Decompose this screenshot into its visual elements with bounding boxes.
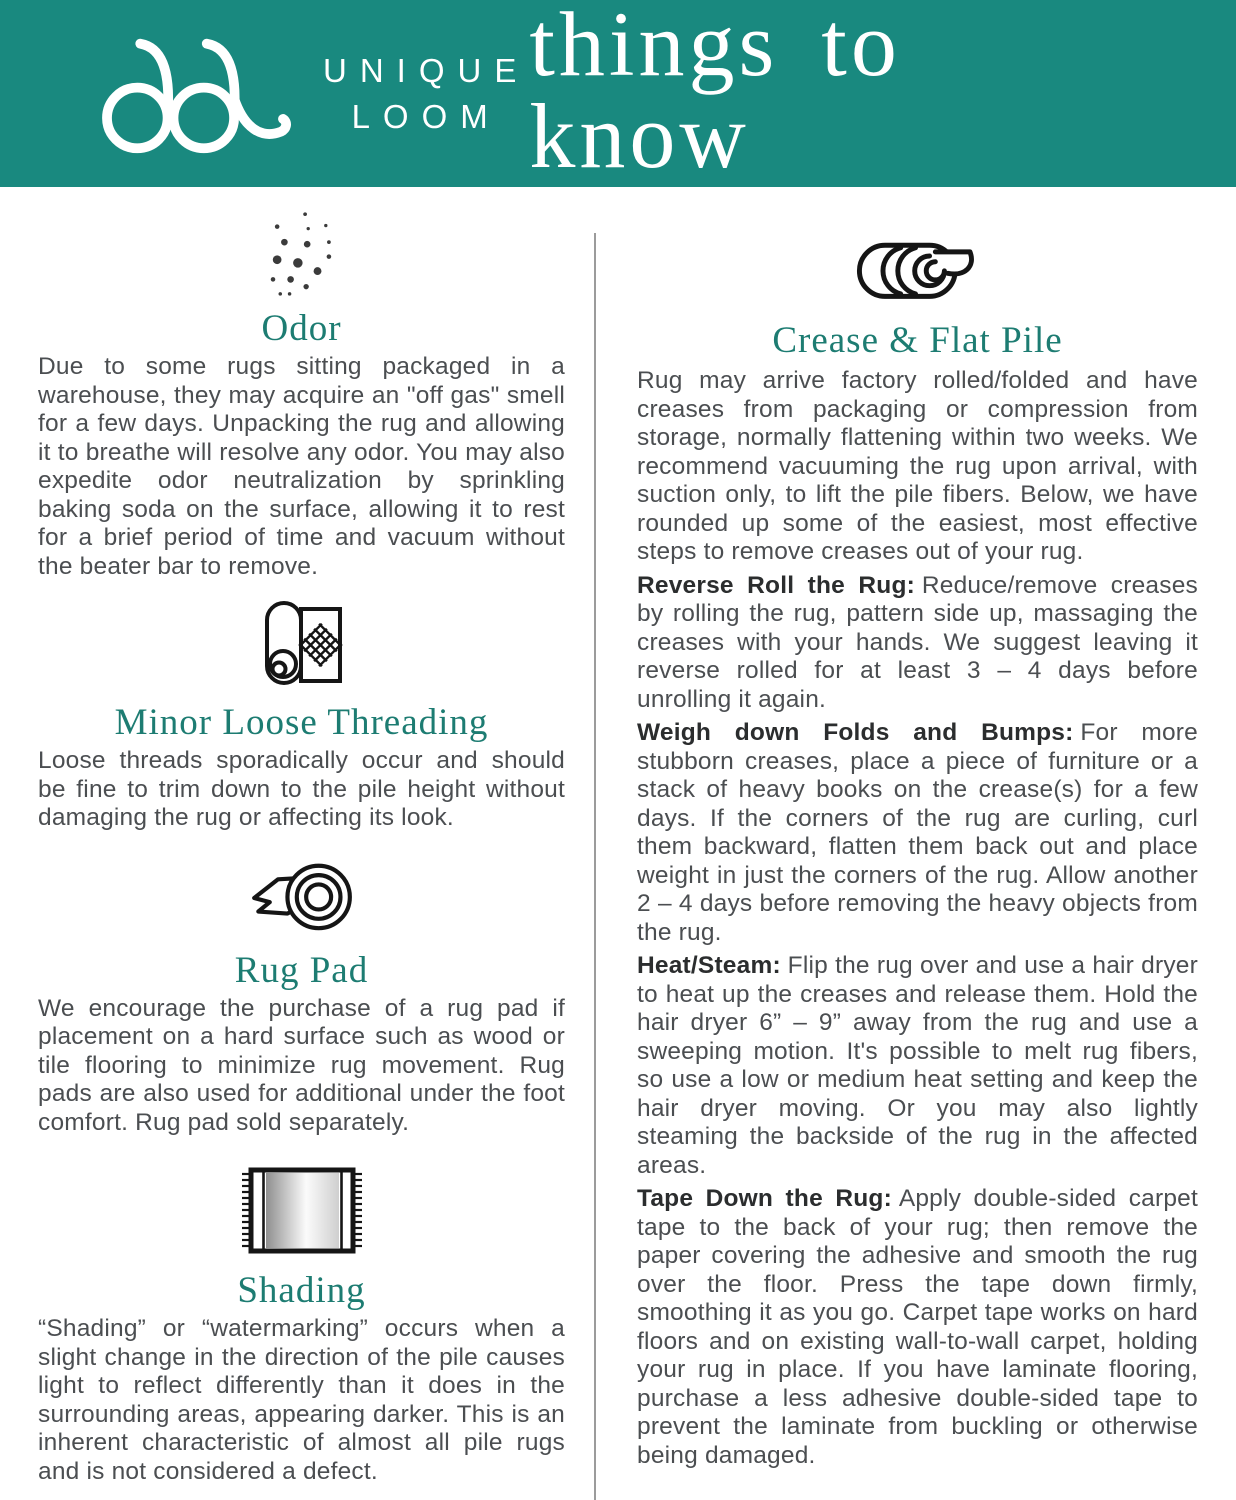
section-body-rug-pad: We encourage the purchase of a rug pad if placement on a hard surface such as wood or tile flooring to minimize rug movement. Rug pads are also used for additional under the foot comfort. Rug pad sold separately. (38, 994, 565, 1136)
section-body-threading: Loose threads sporadically occur and should be fine to trim down to the pile height without damaging the rug or affecting its look. (38, 747, 565, 831)
rolled-rug-icon (856, 237, 980, 303)
odor-icon-row (38, 209, 565, 297)
step-label-reverse-roll: Reverse Roll the Rug: (637, 571, 915, 599)
section-title-shading: Shading (237, 1270, 366, 1311)
banner (0, 0, 1236, 187)
odor-dots-icon (270, 209, 334, 297)
step-text-reverse-roll: Reduce/remove creases by rolling the rug, pattern side up, massaging the creases with your hands. We suggest leaving it reverse rolled for at least 3 – 4 days before unrolling it again. (637, 571, 1198, 713)
section-body-shading: “Shading” or “watermarking” occurs when a slight change in the direction of the pile causes light to reflect differently than it does in the surrounding areas, appearing darker. This is an inherent characteristic of almost all pile rugs and is not considered a defect. (38, 1315, 565, 1485)
column-right (637, 187, 1198, 1470)
section-minor-loose-threading (38, 599, 565, 833)
unrolling-rug-icon (260, 599, 344, 693)
section-title-rug-pad: Rug Pad (234, 949, 369, 991)
threading-icon-row (38, 599, 565, 693)
section-crease-flat-pile (637, 237, 1198, 1470)
step-reverse-roll (637, 572, 1198, 715)
page-title: things to know (529, 0, 901, 187)
section-rug-pad (38, 859, 565, 1138)
step-tape-down (637, 1185, 1198, 1470)
step-label-weigh-down: Weigh down Folds and Bumps: (637, 719, 1074, 746)
crease-icon-row (637, 237, 1198, 303)
shading-icon-row (38, 1167, 565, 1255)
unique-loom-logo-icon (92, 28, 297, 160)
rug-pad-roll-icon (250, 859, 354, 937)
step-heat-steam (637, 952, 1198, 1180)
content (0, 187, 1236, 1486)
rug-pad-icon-row (38, 859, 565, 937)
step-weigh-down (637, 719, 1198, 947)
shaded-rug-icon (241, 1167, 363, 1255)
section-title-odor: Odor (261, 308, 342, 349)
step-text-weigh-down: For more stubborn creases, place a piece of furniture or a stack of heavy books on the crease(s) for a few days. If the corners of the rug are curling, curl them backward, flatten them back out and place weight in just the corners of the rug. Allow another 2 – 4 days before removing the heavy objects from the rug. (637, 719, 1198, 946)
section-body-odor: Due to some rugs sitting packaged in a warehouse, they may acquire an "off gas" smell for a few days. Unpacking the rug and allowing it to breathe will resolve any odor. You may also expedite odor neutralization by sprinkling baking soda on the surface, allowing it to rest for a brief period of time and vacuum without the beater bar to remove. (38, 353, 565, 580)
step-label-tape-down: Tape Down the Rug: (637, 1185, 892, 1212)
section-odor (38, 209, 565, 581)
section-shading (38, 1167, 565, 1486)
section-title-threading: Minor Loose Threading (114, 702, 489, 743)
step-text-tape-down: Apply double-sided carpet tape to the back of your rug; then remove the paper covering the adhesive and smooth the rug over the floor. Press the tape down firmly, smoothing it as you go. Carpet tape works on hard floors and on existing wall-to-wall carpet, holding your rug in place. If you have laminate flooring, purchase a less adhesive double-sided tape to prevent the laminate from buckling or otherwise being damaged. (637, 1185, 1198, 1469)
section-body-crease: Rug may arrive factory rolled/folded and have creases from packaging or compression from storage, normally flattening within two weeks. We recommend vacuuming the rug upon arrival, with suction only, to lift the pile fibers. Below, we have rounded up some of the easiest, most effective steps to remove creases out of your rug. (637, 367, 1198, 565)
brand-name: UNIQUE LOOM (323, 51, 530, 135)
step-label-heat-steam: Heat/Steam: (637, 952, 781, 979)
section-title-crease: Crease & Flat Pile (772, 320, 1063, 361)
step-text-heat-steam: Flip the rug over and use a hair dryer to heat up the creases and release them. Hold the hair dryer 6” – 9” away from the rug and use a sweeping motion. It's possible to melt rug fibers, so use a low or medium heat setting and keep the hair dryer moving. Or you may also lightly steaming the backside of the rug in the affected areas. (637, 952, 1198, 1179)
column-left (38, 187, 565, 1486)
column-divider (594, 233, 596, 1500)
